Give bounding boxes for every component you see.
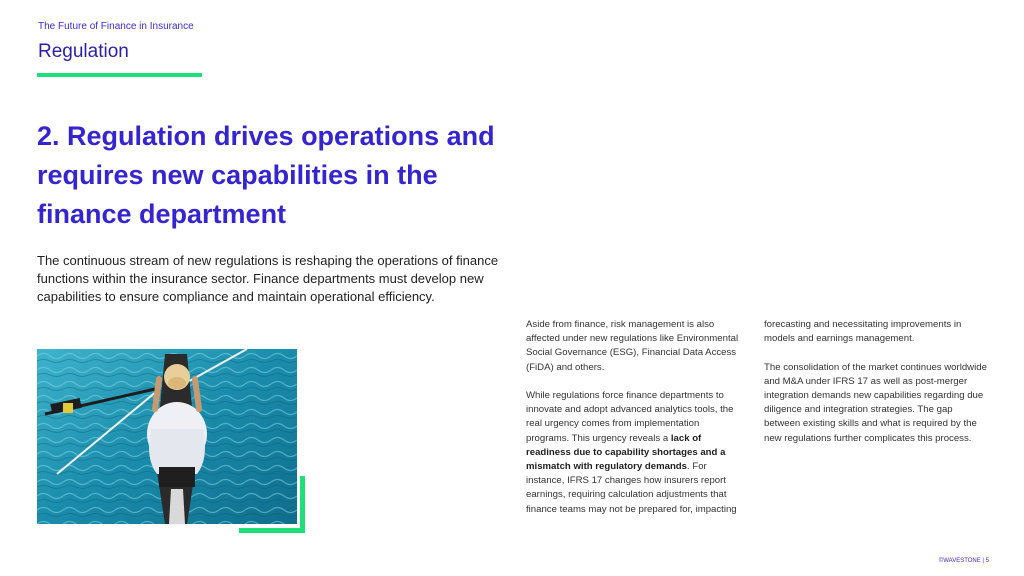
body-paragraph-3: The consolidation of the market continues worldwide and M&A under IFRS 17 as well as post-merger integration demands new capabilities regarding due diligence and integration strategies. The gap between existing skills and what is required by the new regulations further complicates this process. — [764, 361, 987, 444]
body-column-right — [764, 318, 989, 460]
report-title: The Future of Finance in Insurance — [38, 21, 194, 32]
body-column-left — [526, 318, 744, 531]
section-title: Regulation — [38, 41, 129, 62]
photo-accent-frame — [239, 476, 305, 533]
footer-copyright: ©WAVESTONE | 5 — [938, 558, 989, 564]
body-text: While regulations force finance departments to innovate and adopt advanced analytics tools, the real urgency comes from implementation programs. This urgency reveals a — [526, 390, 734, 444]
body-paragraph-2 — [526, 389, 744, 517]
section-underline — [37, 73, 202, 77]
body-text: . For instance, IFRS 17 changes how insurers report earnings, requiring calculation adjustments that finance teams may not be prepared for, impacting — [526, 461, 737, 515]
body-paragraph-1: Aside from finance, risk management is also affected under new regulations like Environmental Social Governance (ESG), Financial Data Access (FiDA) and others. — [526, 319, 739, 373]
body-emphasis: lack of readiness due to capability shortages and a mismatch with regulatory demands — [526, 432, 726, 473]
intro-paragraph: The continuous stream of new regulations is reshaping the operations of finance functions within the insurance sector. Finance departments must develop new capabilities to ensure compliance and maintain operational efficiency. — [37, 253, 499, 304]
page-headline: 2. Regulation drives operations and requires new capabilities in the finance department — [37, 121, 495, 229]
body-paragraph-2-continued: forecasting and necessitating improvements in models and earnings management. — [764, 319, 962, 345]
